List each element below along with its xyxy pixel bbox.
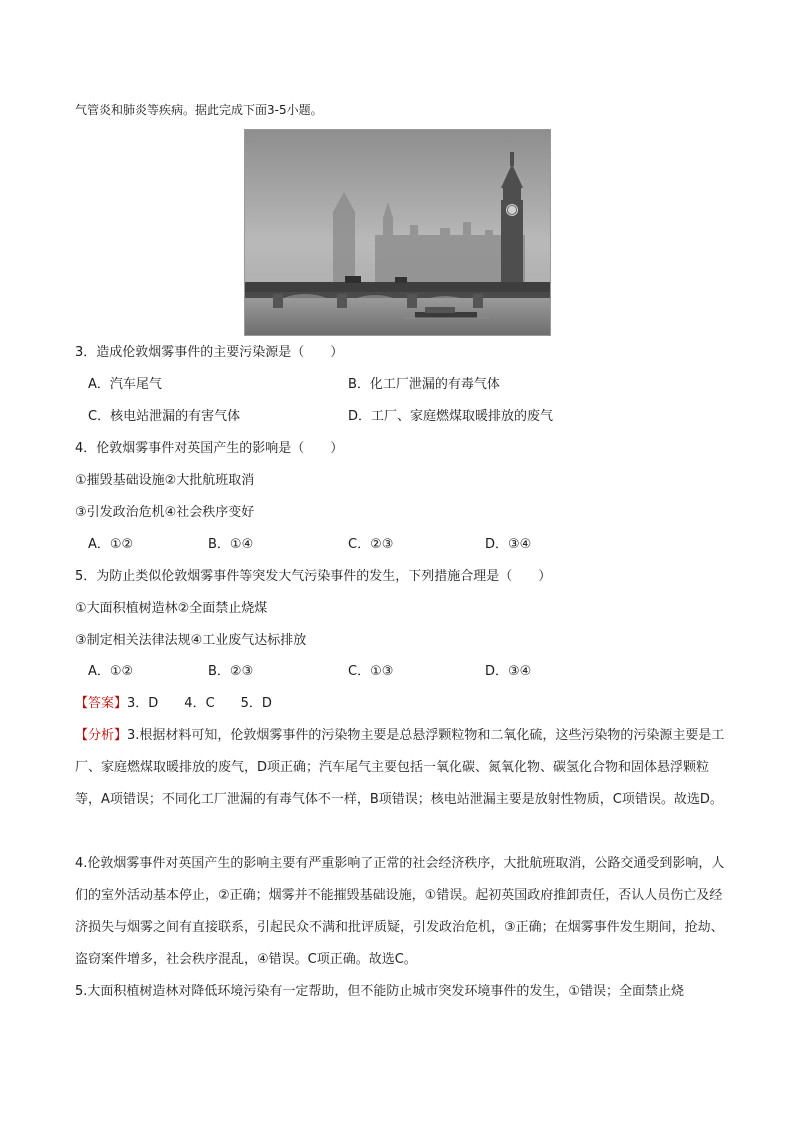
q4-stem: 4．伦敦烟雾事件对英国产生的影响是（ ）	[75, 441, 344, 456]
answer-line	[75, 694, 272, 714]
q3-stem: 3．造成伦敦烟雾事件的主要污染源是（ ）	[75, 345, 344, 360]
answer-text: 3．D 4．C 5．D	[127, 696, 272, 711]
analysis-paragraph-3	[75, 720, 725, 816]
analysis-paragraph-4: 4.伦敦烟雾事件对英国产生的影响主要有严重影响了正常的社会经济秩序，大批航班取消，公路交通受到影响，人们的室外活动基本停止，②正确；烟雾并不能摧毁基础设施，①错误。起初英国政府推卸责任，否认人员伤亡及经济损失与烟雾之间有直接联系，引起民众不满和批评质疑，引发政治危机，③正确；在烟雾事件发生期间，抢劫、盗窃案件增多，社会秩序混乱，④错误。C项正确。故选C。	[75, 856, 725, 967]
q5-items-line1: ①大面积植树造林②全面禁止烧煤	[75, 601, 268, 616]
q4-items-line1: ①摧毁基础设施②大批航班取消	[75, 473, 255, 488]
q5-items-line2: ③制定相关法律法规④工业废气达标排放	[75, 633, 307, 648]
intro-text: 气管炎和肺炎等疾病。据此完成下面3-5小题。	[75, 103, 323, 117]
q5-stem: 5．为防止类似伦敦烟雾事件等突发大气污染事件的发生，下列措施合理是（ ）	[75, 569, 552, 584]
q5-option-a: A．①②	[88, 664, 134, 679]
q3-option-a: A．汽车尾气	[88, 377, 162, 392]
analysis-paragraph-5: 5.大面积植树造林对降低环境污染有一定帮助，但不能防止城市突发环境事件的发生，①错误；全面禁止烧	[75, 984, 685, 999]
q5-option-d: D．③④	[485, 664, 532, 679]
q3-option-b: B．化工厂泄漏的有毒气体	[348, 377, 500, 392]
analysis-text-3: 3.根据材料可知，伦敦烟雾事件的污染物主要是总悬浮颗粒物和二氧化硫，这些污染物的污染源主要是工厂、家庭燃煤取暖排放的废气，D项正确；汽车尾气主要包括一氧化碳、氮氧化物、碳氢化合物和固体悬浮颗粒等，A项错误；不同化工厂泄漏的有毒气体不一样，B项错误；核电站泄漏主要是放射性物质，C项错误。故选D。	[75, 728, 725, 807]
q4-option-a: A．①②	[88, 537, 134, 552]
q4-option-b: B．①④	[208, 537, 254, 552]
q4-option-c: C．②③	[348, 537, 394, 552]
q5-option-c: C．①③	[348, 664, 394, 679]
q4-items-line2: ③引发政治危机④社会秩序变好	[75, 505, 255, 520]
q4-option-d: D．③④	[485, 537, 532, 552]
analysis-tag: 【分析】	[75, 728, 128, 743]
q3-option-d: D．工厂、家庭燃煤取暖排放的废气	[348, 409, 554, 424]
answer-tag: 【答案】	[75, 696, 128, 711]
london-fog-photo	[244, 129, 551, 336]
q5-option-b: B．②③	[208, 664, 254, 679]
q3-option-c: C．核电站泄漏的有害气体	[88, 409, 241, 424]
